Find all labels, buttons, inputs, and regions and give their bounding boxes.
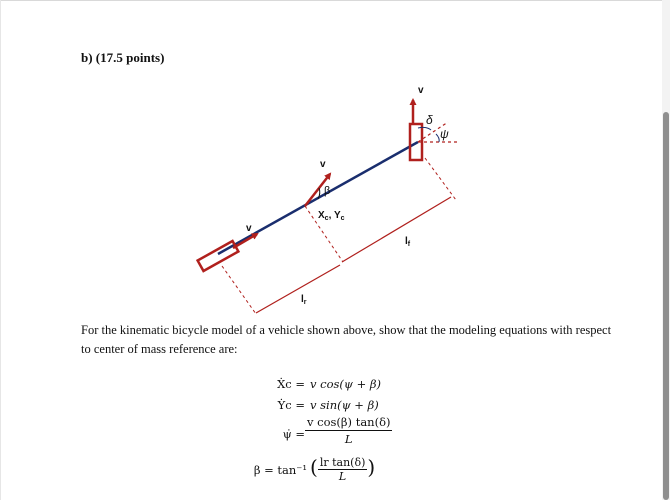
center-velocity-label: v [320, 159, 326, 170]
equation-beta-argument: ( $\frac{\text{lr tan(δ)}}{L}$ ) [310, 455, 376, 483]
slip-angle-label: β [324, 185, 331, 197]
equation-psidot-numerator: v cos(β) tan(δ) [307, 415, 391, 429]
heading-angle-label: ψ [440, 127, 449, 141]
front-dimension-leader [425, 158, 456, 200]
rear-length-label: $l_r$ [301, 294, 307, 306]
rear-velocity-arrow [233, 234, 257, 248]
equation-beta-denominator: L [338, 469, 347, 483]
equation-psidot-fraction [305, 415, 392, 446]
equation-beta-lhs: β = tan⁻¹ [253, 463, 307, 477]
rear-dimension-line [256, 265, 340, 313]
steer-angle-arc [418, 127, 431, 130]
equation-beta [255, 453, 445, 487]
front-length-label: $l_f$ [405, 236, 411, 248]
equation-xdot-lhs: Ẋc = [277, 377, 305, 391]
front-velocity-label: v [418, 85, 424, 96]
equation-psidot-denominator: L [344, 432, 353, 446]
front-dimension-line [342, 197, 451, 262]
equation-beta-fraction [318, 456, 368, 483]
equation-psidot [255, 415, 435, 451]
rear-dimension-leader-1 [222, 266, 256, 314]
equation-beta-numerator: lr tan(δ) [319, 455, 366, 469]
rear-velocity-label: v [246, 223, 252, 234]
problem-prompt: For the kinematic bicycle model of a vehicle shown above, show that the modeling equations with respect to center of mass reference are: [81, 323, 612, 356]
steer-angle-label: δ [426, 113, 433, 127]
equation-ydot-lhs: Ẏc = [277, 398, 305, 412]
equation-xdot-rhs: v cos(ψ + β) [310, 377, 382, 391]
equation-psidot-lhs: ψ̇ = [282, 427, 305, 441]
center-of-mass-label: $X_c$, $Y_c$ [318, 210, 345, 222]
equation-ydot-rhs: v sin(ψ + β) [310, 398, 379, 412]
heading-angle-arc [436, 134, 439, 142]
section-heading: b) (17.5 points) [81, 50, 165, 65]
